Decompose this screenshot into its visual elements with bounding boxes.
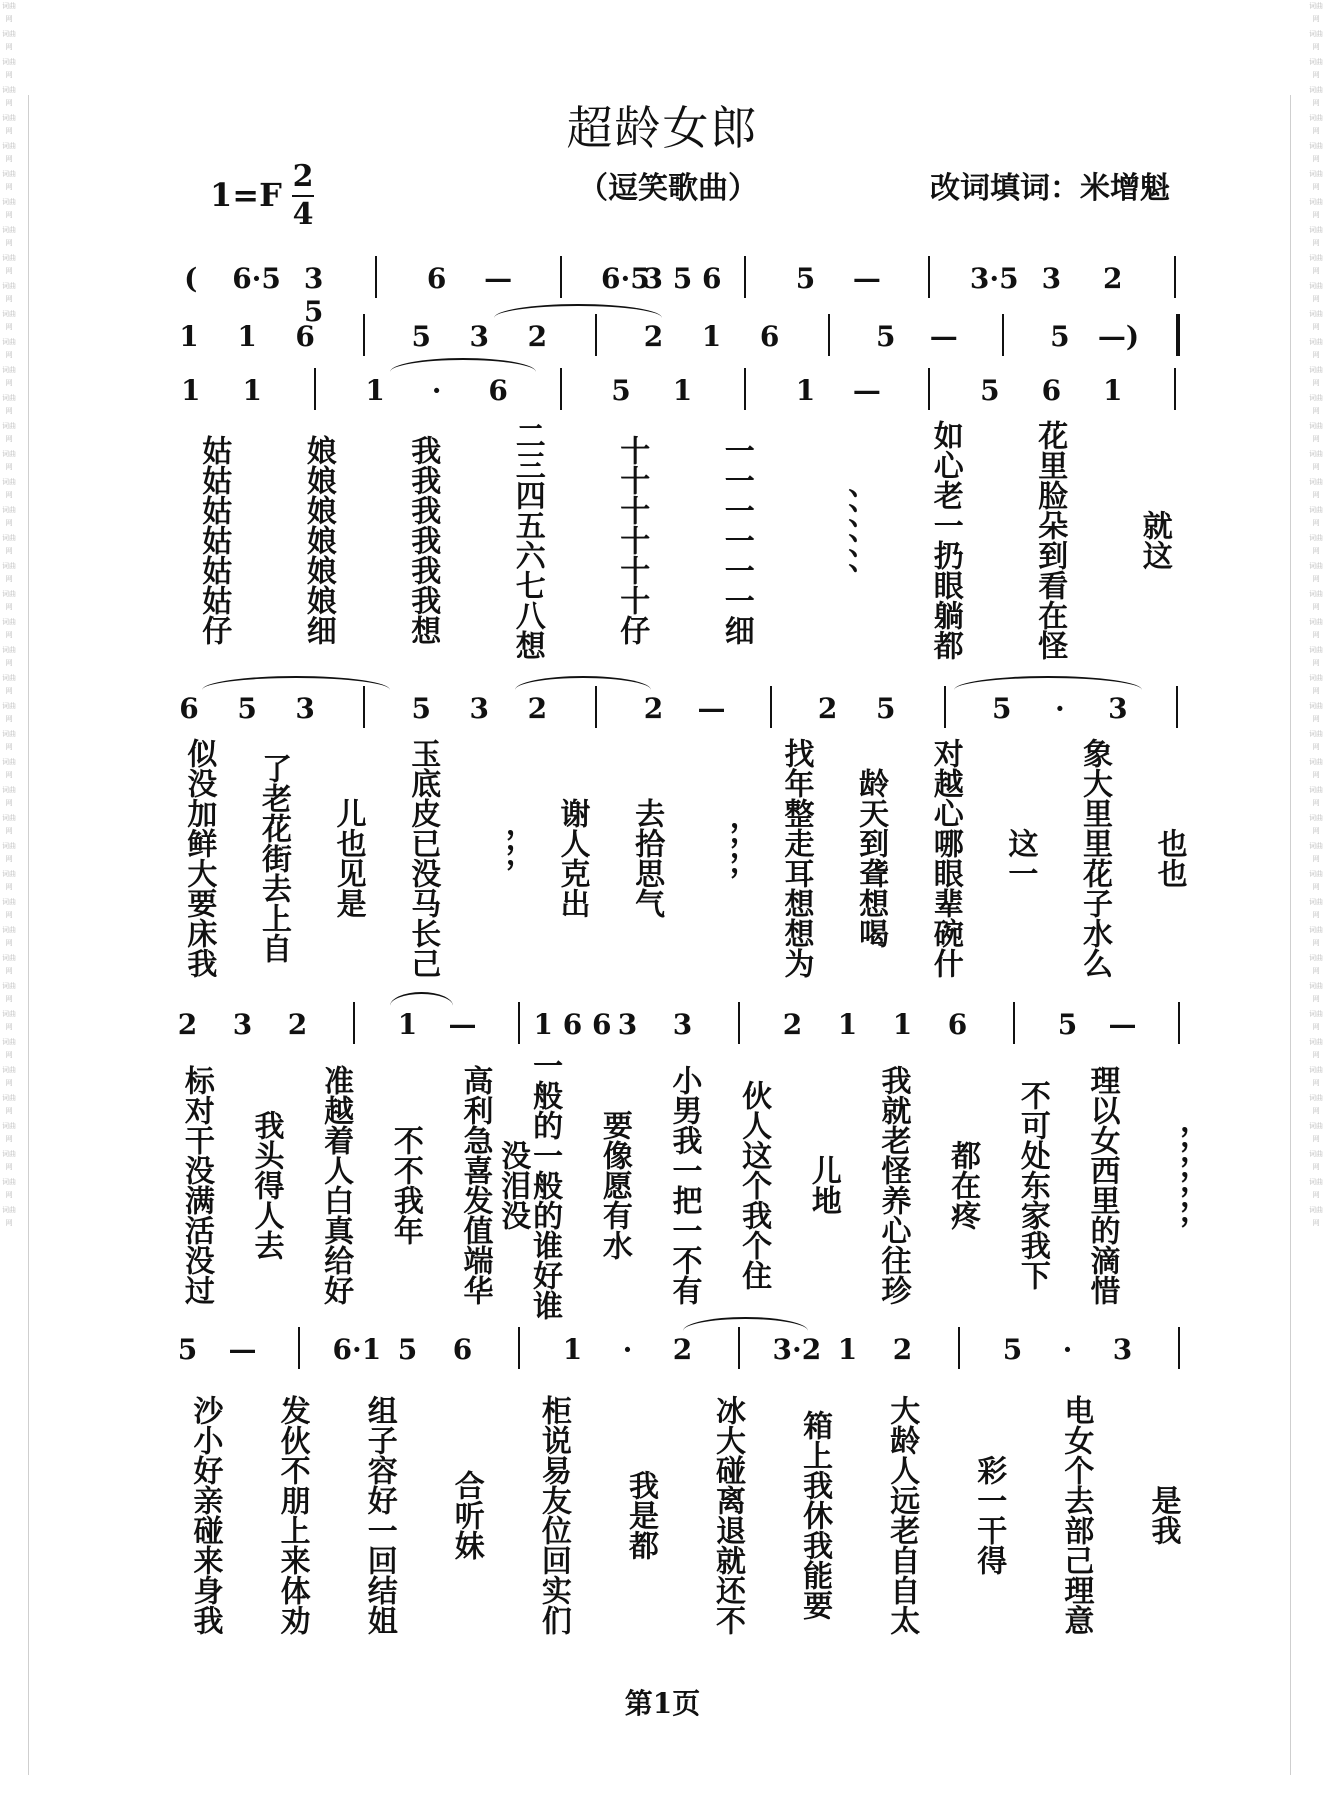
note: 1 6 6 (533, 1008, 612, 1041)
lyric-column: 小男我一把一不有 (666, 1065, 702, 1305)
note: 3 (295, 692, 315, 725)
note: 6 (947, 1008, 968, 1041)
note: 5 (397, 1333, 418, 1366)
lyric-column: 准越着人白真给好 (318, 1065, 354, 1305)
lyric-column: 对越心哪眼辈碗什 (927, 738, 963, 978)
watermark-text: 词曲网 (1309, 954, 1323, 975)
note: 3 (469, 320, 490, 353)
watermark-text: 词曲网 (1309, 534, 1323, 555)
note: ( (184, 262, 198, 295)
watermark-text: 词曲网 (2, 562, 16, 583)
note: 2 (782, 1008, 803, 1041)
lyric-column: ，，，， (703, 820, 739, 896)
note: — (852, 262, 881, 295)
time-signature-bottom: 4 (292, 197, 314, 232)
watermark-text: 词曲网 (2, 870, 16, 891)
watermark-text: 词曲网 (1309, 898, 1323, 919)
note: 1 (562, 1333, 583, 1366)
bar-line (363, 314, 365, 356)
note: 3 (1112, 1333, 1133, 1366)
note: 1 (237, 320, 257, 353)
note: 1 (892, 1008, 913, 1041)
watermark-text: 词曲网 (2, 226, 16, 247)
watermark-text: 词曲网 (2, 86, 16, 107)
watermark-text: 词曲网 (2, 1094, 16, 1115)
slur (494, 304, 661, 318)
note: 1 (795, 374, 816, 407)
lyric-column: 娘娘娘娘娘娘细 (300, 435, 336, 645)
note: 2 (287, 1008, 308, 1041)
slur (390, 358, 536, 372)
note: — (852, 374, 881, 407)
lyricist-credit: 改词填词：米增魁 (930, 171, 1170, 206)
watermark-text: 词曲网 (2, 730, 16, 751)
note: 2 (817, 692, 838, 725)
watermark-text: 词曲网 (2, 646, 16, 667)
note: 6·5 (232, 262, 281, 295)
lyric-column: 十十十十十十仔 (614, 435, 650, 645)
watermark-text: 词曲网 (2, 534, 16, 555)
note: 5 (1057, 1008, 1078, 1041)
watermark-text: 词曲网 (2, 982, 16, 1003)
note: 1 (365, 374, 385, 407)
bar-line (1174, 368, 1176, 410)
watermark-text: 词曲网 (2, 2, 16, 23)
lyric-column: 不不我年 (387, 1125, 423, 1245)
watermark-text: 词曲网 (2, 198, 16, 219)
note: 3 (1108, 692, 1128, 725)
lyric-column: 这一 (1002, 828, 1038, 888)
watermark-text: 词曲网 (2, 422, 16, 443)
lyric-column: 彩一干得 (971, 1455, 1007, 1575)
lyric-column: 组子容好一回结姐 (361, 1395, 397, 1635)
watermark-text: 词曲网 (2, 338, 16, 359)
note: 1 (672, 374, 693, 407)
bar-line (1176, 314, 1180, 356)
notation-row (160, 1008, 1205, 1044)
note: 2 (643, 320, 664, 353)
note: — (228, 1333, 257, 1366)
bar-line (298, 1327, 300, 1369)
bar-line (738, 1327, 740, 1369)
watermark-text: 词曲网 (1309, 170, 1323, 191)
note: 6 (488, 374, 508, 407)
note: 2 (892, 1333, 913, 1366)
lyric-column: ，，， (479, 828, 515, 888)
bar-line (738, 1002, 740, 1044)
watermark-text: 词曲网 (2, 898, 16, 919)
lyric-column: 一般的一般的谁好谁没泪没 (495, 1050, 563, 1320)
note: 6 (179, 692, 199, 725)
watermark-text: 词曲网 (1309, 1206, 1323, 1227)
watermark-text: 词曲网 (1309, 562, 1323, 583)
watermark-text: 词曲网 (1309, 870, 1323, 891)
lyric-column: 我头得人去 (248, 1110, 284, 1260)
notation-row (160, 692, 1205, 728)
note: 1 (1103, 374, 1123, 407)
note: — (448, 1008, 477, 1041)
note: · (431, 374, 442, 407)
note: 1 (701, 320, 722, 353)
time-signature-top: 2 (292, 159, 314, 194)
watermark-text: 词曲网 (1309, 786, 1323, 807)
lyric-column: 高利急喜发值端华 (457, 1065, 493, 1305)
note: 2 (527, 320, 548, 353)
watermark-text: 词曲网 (1309, 982, 1323, 1003)
watermark-text: 词曲网 (1309, 1094, 1323, 1115)
note: 5 (992, 692, 1012, 725)
lyric-column: 合听妹 (448, 1470, 484, 1560)
bar-line (1013, 1002, 1015, 1044)
song-subtitle: （逗笑歌曲） (578, 171, 758, 206)
lyric-column: 标对干没满活没过 (178, 1065, 214, 1305)
watermark-text: 词曲网 (2, 394, 16, 415)
note: 3·5 (969, 262, 1019, 295)
left-frame-line (28, 95, 29, 1775)
watermark-text: 词曲网 (2, 282, 16, 303)
watermark-text: 词曲网 (1309, 590, 1323, 611)
watermark-text: 词曲网 (2, 618, 16, 639)
watermark-text: 词曲网 (2, 926, 16, 947)
watermark-text: 词曲网 (1309, 226, 1323, 247)
note: 6 (759, 320, 780, 353)
lyric-column: 沙小好亲碰来身我 (187, 1395, 223, 1635)
lyric-column: 如心老一扔眼躺都 (927, 420, 963, 660)
bar-line (353, 1002, 355, 1044)
watermark-text: 词曲网 (2, 114, 16, 135)
note: —) (1097, 320, 1140, 353)
note: 5 (875, 320, 896, 353)
watermark-text: 词曲网 (2, 1066, 16, 1087)
lyric-column: 柜说易友位回实们 (535, 1395, 571, 1635)
watermark-text: 词曲网 (1309, 310, 1323, 331)
bar-line (518, 1327, 520, 1369)
right-frame-line (1290, 95, 1291, 1775)
note: 1 (837, 1333, 858, 1366)
watermark-text: 词曲网 (1309, 926, 1323, 947)
watermark-text: 词曲网 (1309, 1122, 1323, 1143)
watermark-text: 词曲网 (1309, 422, 1323, 443)
watermark-text: 词曲网 (1309, 58, 1323, 79)
lyric-column: 花里脸朵到看在怪 (1032, 420, 1068, 660)
lyric-column: 谢人克出 (554, 798, 590, 918)
note: 3 (672, 1008, 693, 1041)
bar-line (518, 1002, 520, 1044)
watermark-text: 词曲网 (2, 310, 16, 331)
watermark-text: 词曲网 (1309, 702, 1323, 723)
watermark-text: 词曲网 (1309, 338, 1323, 359)
bar-line (595, 314, 597, 356)
watermark-text: 词曲网 (1309, 30, 1323, 51)
watermark-text: 词曲网 (2, 58, 16, 79)
bar-line (744, 256, 746, 298)
watermark-text: 词曲网 (2, 142, 16, 163)
note: 2 (1103, 262, 1123, 295)
note: · (1054, 692, 1065, 725)
watermark-text: 词曲网 (1309, 674, 1323, 695)
watermark-text: 词曲网 (2, 758, 16, 779)
lyric-column: 象大里里花子水么 (1077, 738, 1113, 978)
bar-line (770, 686, 772, 728)
watermark-text: 词曲网 (1309, 1010, 1323, 1031)
watermark-text: 词曲网 (1309, 282, 1323, 303)
lyric-column: 要像愿有水 (596, 1110, 632, 1260)
lyric-column: 二三四五六七八想 (509, 420, 545, 660)
note: 2 (643, 692, 664, 725)
watermark-text: 词曲网 (1309, 842, 1323, 863)
lyric-column: 不可处东家我下 (1014, 1080, 1050, 1290)
bar-line (958, 1327, 960, 1369)
notation-row (160, 1333, 1205, 1369)
bar-line (1002, 314, 1004, 356)
slur (202, 676, 390, 690)
note: 1 (397, 1008, 418, 1041)
lyric-column: 一一一一一一细 (718, 435, 754, 645)
song-title: 超龄女郎 (566, 101, 759, 155)
watermark-text: 词曲网 (1309, 86, 1323, 107)
bar-line (560, 368, 562, 410)
note: 3 (617, 1008, 638, 1041)
watermark-text: 词曲网 (2, 450, 16, 471)
note: 1 (837, 1008, 858, 1041)
watermark-text: 词曲网 (2, 254, 16, 275)
lyric-column: 儿地 (805, 1155, 841, 1215)
lyric-column: 是我 (1145, 1485, 1181, 1545)
watermark-text: 词曲网 (1309, 254, 1323, 275)
watermark-text: 词曲网 (2, 1010, 16, 1031)
watermark-text: 词曲网 (1309, 758, 1323, 779)
watermark-text: 词曲网 (1309, 1178, 1323, 1199)
note: — (697, 692, 726, 725)
lyric-column: 我我我我我我想 (405, 435, 441, 645)
note: — (929, 320, 958, 353)
notation-row (160, 320, 1205, 356)
watermark-text: 词曲网 (1309, 814, 1323, 835)
watermark-text: 词曲网 (1309, 646, 1323, 667)
lyric-column: 似没加鲜大要床我 (181, 738, 217, 978)
bar-line (595, 686, 597, 728)
left-watermark-strip (2, 0, 16, 1803)
note: 6 (426, 262, 447, 295)
watermark-text: 词曲网 (1309, 1038, 1323, 1059)
note: — (484, 262, 513, 295)
lyric-column: ，，，，，，， (1154, 1125, 1190, 1245)
lyric-column: 姑姑姑姑姑姑仔 (196, 435, 232, 645)
lyric-column: 理以女西里的滴惜 (1084, 1065, 1120, 1305)
note: 3 5 6 (643, 262, 722, 295)
bar-line (828, 314, 830, 356)
bar-line (928, 256, 930, 298)
lyric-column: 玉底皮已没马长己 (405, 738, 441, 978)
watermark-text: 词曲网 (1309, 1066, 1323, 1087)
watermark-text: 词曲网 (1309, 142, 1323, 163)
bar-line (375, 256, 377, 298)
note: 6·1 (332, 1333, 382, 1366)
lyric-column: 冰大碰离退就还不 (710, 1395, 746, 1635)
note: 5 (411, 320, 431, 353)
watermark-text: 词曲网 (2, 30, 16, 51)
lyric-column: 电女个去部己理意 (1058, 1395, 1094, 1635)
page-number: 第1页 (624, 1687, 701, 1720)
watermark-text: 词曲网 (2, 478, 16, 499)
note: 5 (177, 1333, 198, 1366)
lyric-column: 龄天到聋想喝 (853, 768, 889, 948)
lyric-column: 发伙不朋上来体劝 (274, 1395, 310, 1635)
lyric-column: 伙人这个我个住 (736, 1080, 772, 1290)
note: · (1062, 1333, 1073, 1366)
lyric-column: 就这 (1136, 510, 1172, 570)
bar-line (1178, 1002, 1180, 1044)
note: 6 (1041, 374, 1062, 407)
lyric-column: 儿也见是 (330, 798, 366, 918)
bar-line (560, 256, 562, 298)
right-watermark-strip (1309, 0, 1323, 1803)
note: 3 (232, 1008, 253, 1041)
note: 3 (1041, 262, 1062, 295)
note: 2 (177, 1008, 198, 1041)
note: 5 (1050, 320, 1070, 353)
watermark-text: 词曲网 (2, 1038, 16, 1059)
watermark-text: 词曲网 (2, 842, 16, 863)
note: 5 (1002, 1333, 1023, 1366)
watermark-text: 词曲网 (2, 786, 16, 807)
lyric-column: 了老花街去上自 (255, 753, 291, 963)
watermark-text: 词曲网 (1309, 1150, 1323, 1171)
lyric-column: 找年整走耳想想为 (778, 738, 814, 978)
note: 5 (875, 692, 896, 725)
lyric-column: 我是都 (622, 1470, 658, 1560)
watermark-text: 词曲网 (2, 506, 16, 527)
lyric-column: 、、、、、、 (823, 487, 859, 593)
watermark-text: 词曲网 (2, 170, 16, 191)
watermark-text: 词曲网 (1309, 366, 1323, 387)
watermark-text: 词曲网 (1309, 618, 1323, 639)
watermark-text: 词曲网 (1309, 114, 1323, 135)
watermark-text: 词曲网 (1309, 730, 1323, 751)
watermark-text: 词曲网 (2, 1150, 16, 1171)
lyric-column: 我就老怪养心往珍 (875, 1065, 911, 1305)
watermark-text: 词曲网 (2, 590, 16, 611)
watermark-text: 词曲网 (2, 814, 16, 835)
lyric-column: 都在疼 (945, 1140, 981, 1230)
note: 5 (980, 374, 1000, 407)
note: 3·2 (772, 1333, 822, 1366)
note: 5 (795, 262, 816, 295)
watermark-text: 词曲网 (2, 1178, 16, 1199)
watermark-text: 词曲网 (1309, 478, 1323, 499)
lyric-column: 也也 (1151, 828, 1187, 888)
watermark-text: 词曲网 (2, 366, 16, 387)
watermark-text: 词曲网 (2, 702, 16, 723)
note: 2 (527, 692, 548, 725)
note: 5 (611, 374, 631, 407)
note: — (1108, 1008, 1137, 1041)
bar-line (1178, 1327, 1180, 1369)
note: 3 5 (303, 262, 324, 328)
watermark-text: 词曲网 (1309, 394, 1323, 415)
watermark-text: 词曲网 (1309, 2, 1323, 23)
note: 1 (180, 374, 201, 407)
watermark-text: 词曲网 (2, 1122, 16, 1143)
note: 5 (411, 692, 431, 725)
note: 6 (452, 1333, 473, 1366)
time-signature (292, 160, 314, 232)
lyric-column: 大龄人远老自自太 (884, 1395, 920, 1635)
lyric-column: 箱上我休我能要 (797, 1410, 833, 1620)
watermark-text: 词曲网 (1309, 198, 1323, 219)
key-signature: 1=F (210, 176, 282, 214)
note: 1 (179, 320, 199, 353)
watermark-text: 词曲网 (2, 674, 16, 695)
note: 6 (295, 320, 315, 353)
watermark-text: 词曲网 (2, 1206, 16, 1227)
watermark-text: 词曲网 (2, 954, 16, 975)
notation-row (160, 262, 1205, 328)
note: 5 (237, 692, 257, 725)
lyric-column: 去拾思气 (629, 798, 665, 918)
note: 1 (242, 374, 262, 407)
note: 3 (469, 692, 490, 725)
note: 2 (672, 1333, 693, 1366)
watermark-text: 词曲网 (1309, 506, 1323, 527)
watermark-text: 词曲网 (1309, 450, 1323, 471)
bar-line (1174, 256, 1176, 298)
note: 6·5 (601, 262, 650, 295)
note: · (622, 1333, 633, 1366)
